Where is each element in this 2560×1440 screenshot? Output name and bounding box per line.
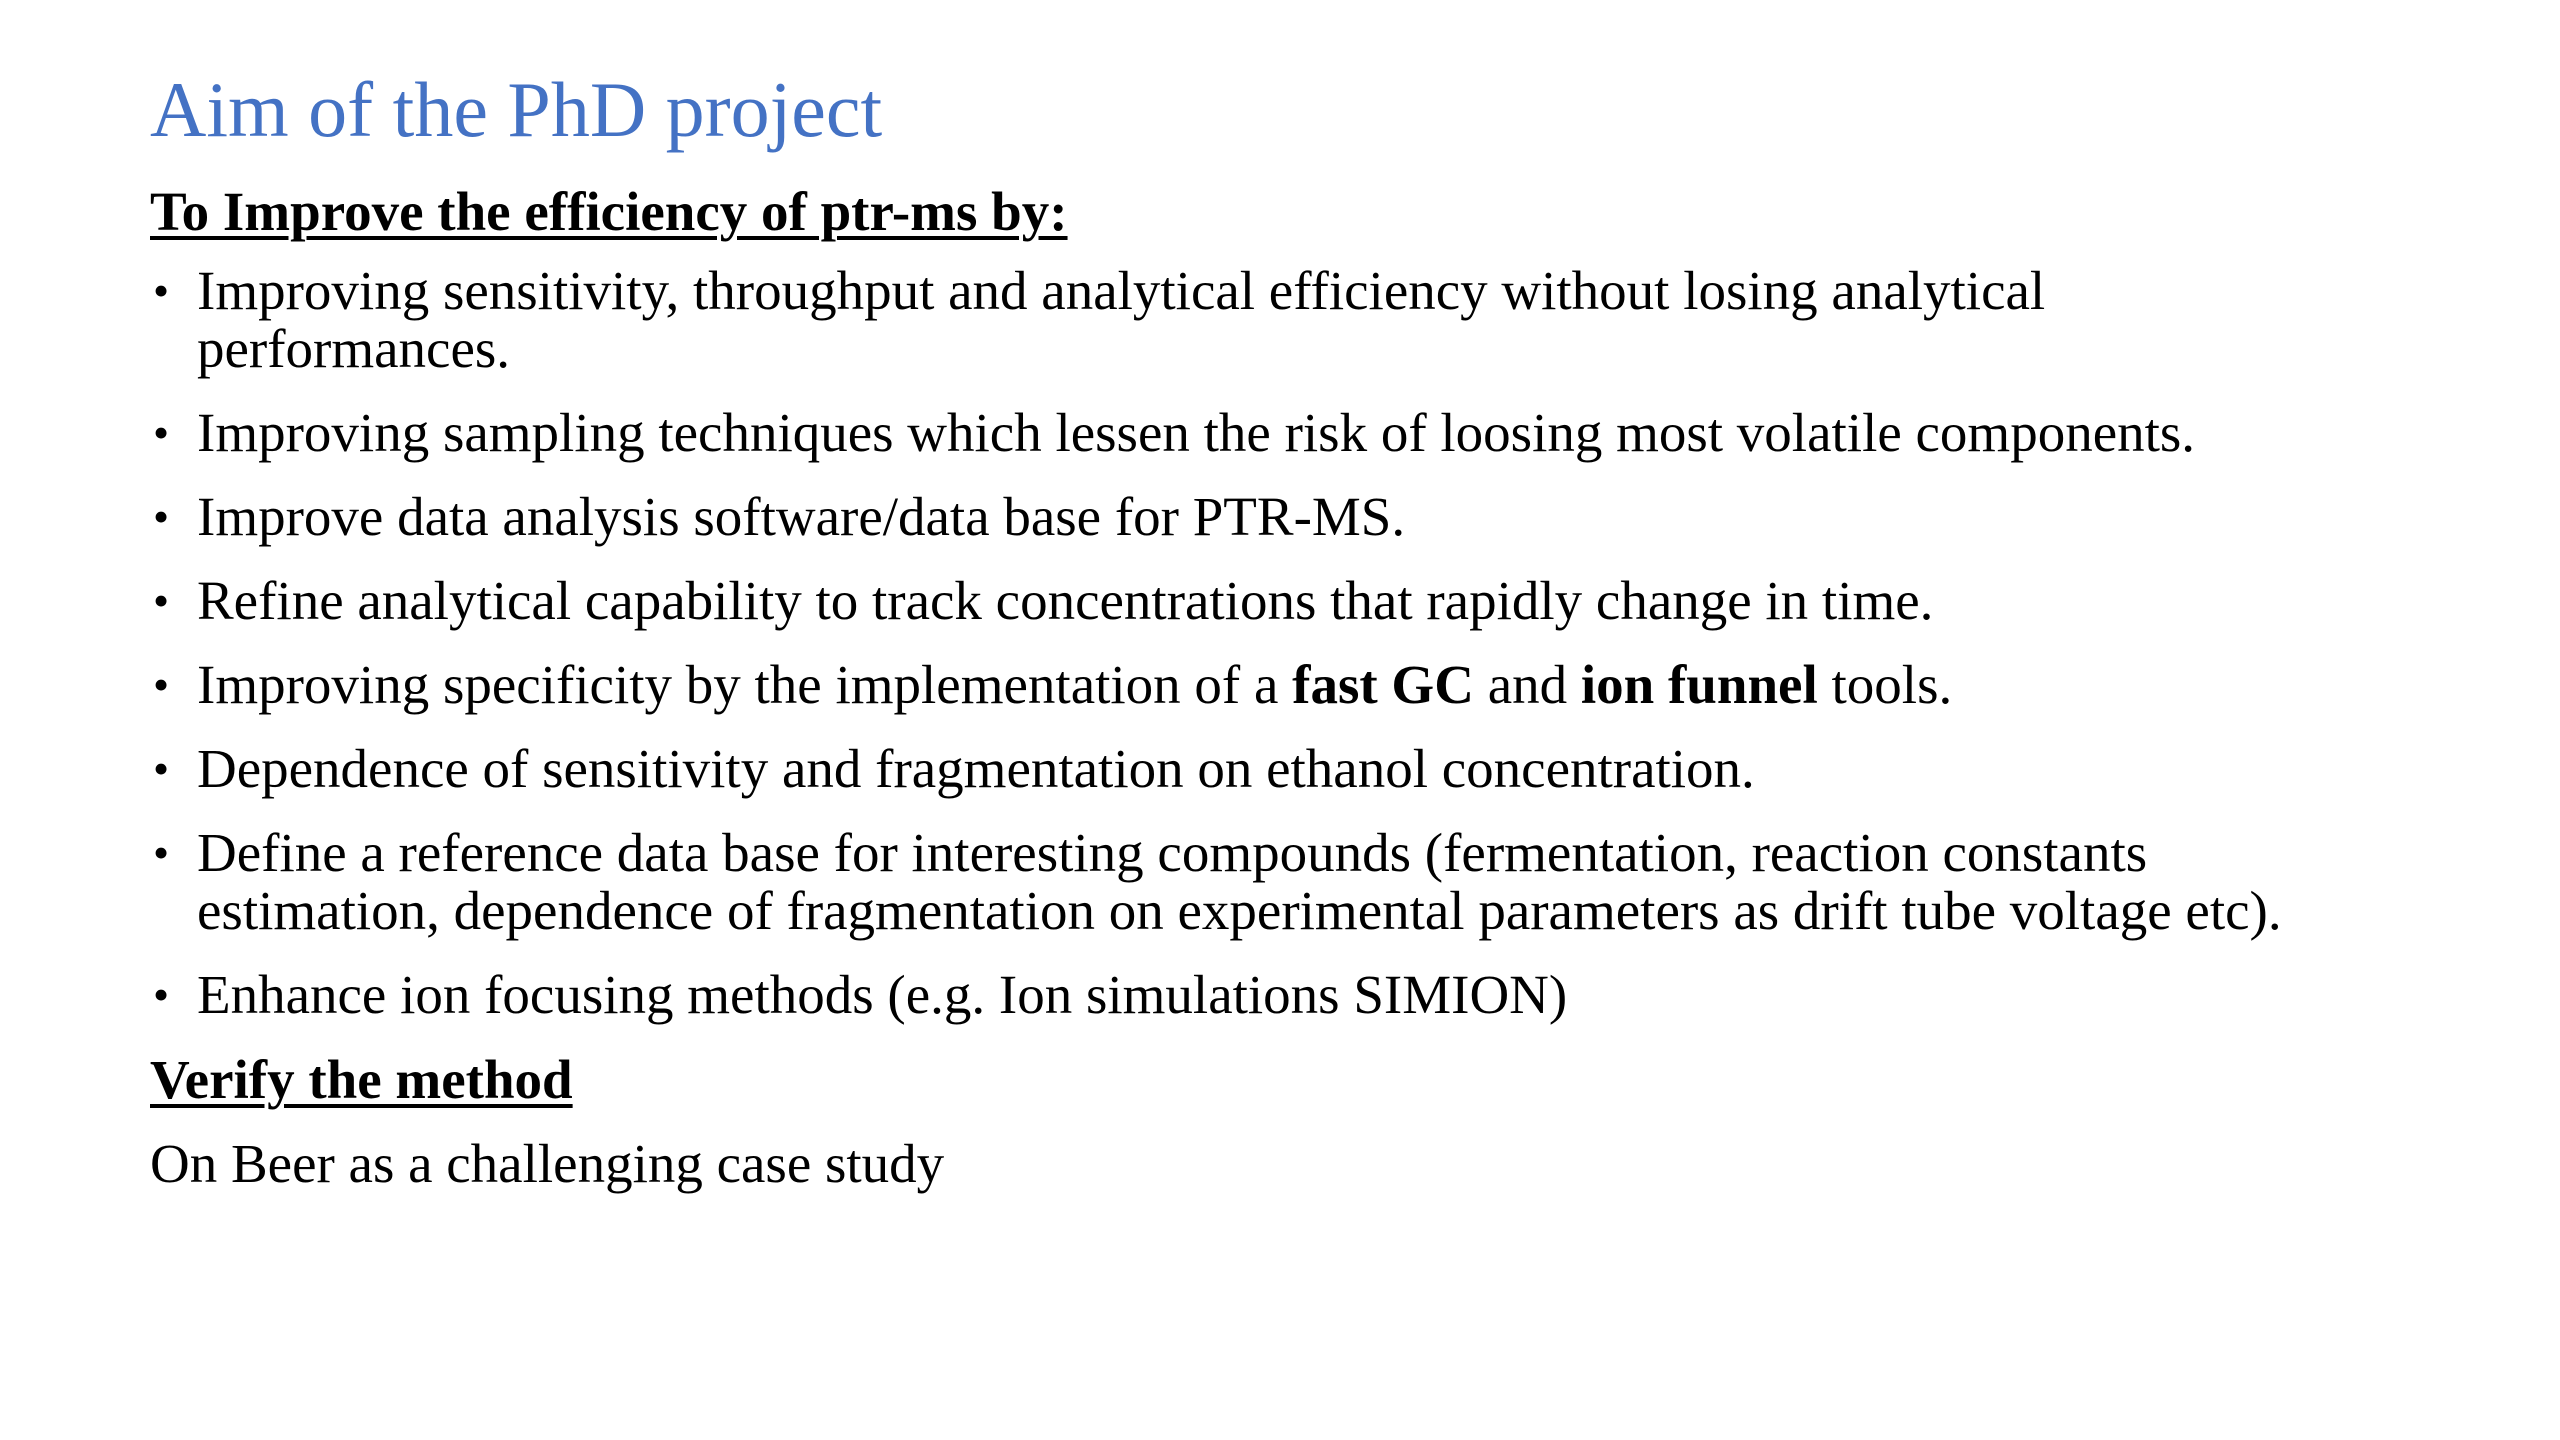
slide-title: Aim of the PhD project [150, 66, 883, 153]
bullet-text: Improving sensitivity, throughput and analytical efficiency without losing analytical performances. [197, 260, 2046, 379]
bullet-item [150, 488, 2300, 546]
bullet-icon: • [152, 743, 170, 794]
bullet-text [197, 654, 1952, 715]
bullet-icon: • [152, 407, 170, 458]
bullet-text-part: Improving specificity by the implementation of a [197, 654, 1293, 715]
bullet-item [150, 404, 2300, 462]
bullet-text: Improve data analysis software/data base for PTR-MS. [197, 486, 1406, 547]
bullet-text: Improving sampling techniques which lessen the risk of loosing most volatile components. [197, 402, 2196, 463]
bullet-item [150, 966, 2300, 1024]
bullet-text: Enhance ion focusing methods (e.g. Ion simulations SIMION) [197, 964, 1568, 1025]
bullet-item [150, 572, 2300, 630]
bullet-icon: • [152, 575, 170, 626]
bullet-icon: • [152, 265, 170, 316]
bold-term-ion-funnel: ion funnel [1580, 654, 1818, 715]
bullet-item [150, 656, 2300, 714]
bullet-text-part: and [1473, 654, 1581, 715]
closing-text: On Beer as a challenging case study [150, 1133, 945, 1194]
bullet-icon: • [152, 827, 170, 878]
bullet-item [150, 824, 2300, 940]
bold-term-fast-gc: fast GC [1292, 654, 1474, 715]
bullet-icon: • [152, 659, 170, 710]
bullet-text: Refine analytical capability to track concentrations that rapidly change in time. [197, 570, 1934, 631]
bullet-text: Dependence of sensitivity and fragmentation on ethanol concentration. [197, 738, 1755, 799]
bullet-item [150, 262, 2300, 378]
aims-bullet-list [150, 262, 2300, 1024]
section-heading-improve: To Improve the efficiency of ptr-ms by: [150, 181, 1068, 242]
slide-content [150, 182, 2300, 1194]
bullet-text-part: tools. [1817, 654, 1953, 715]
bullet-item [150, 740, 2300, 798]
bullet-icon: • [152, 491, 170, 542]
bullet-icon: • [152, 969, 170, 1020]
section-heading-verify: Verify the method [150, 1049, 573, 1110]
bullet-text: Define a reference data base for interesting compounds (fermentation, reaction constants estimation, dependence of fragmentation on experimental parameters as drift tube voltage etc). [197, 822, 2282, 941]
